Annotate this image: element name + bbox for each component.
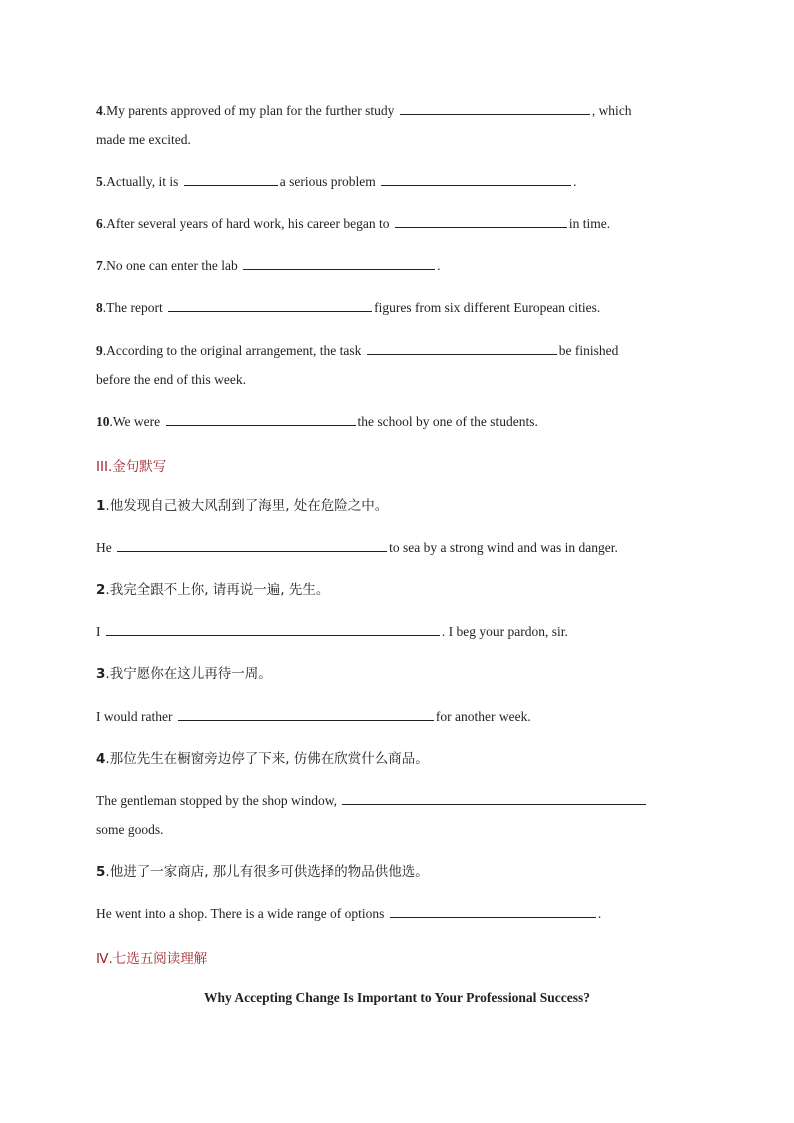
sentence-4-continuation: some goods. (96, 822, 164, 837)
section-heading-iii: III.金句默写 (96, 459, 167, 475)
sentence-1-chinese (96, 497, 696, 515)
answer-blank[interactable] (166, 413, 356, 426)
sentence-number: 5 (96, 864, 106, 880)
sentence-text: I (96, 624, 101, 639)
sentence-4-chinese (96, 750, 696, 768)
chinese-prompt: .他进了一家商店, 那儿有很多可供选择的物品供他选。 (105, 864, 429, 880)
question-number: 10 (96, 414, 110, 429)
question-5 (96, 173, 696, 191)
chinese-prompt: .那位先生在橱窗旁边停了下来, 仿佛在欣赏什么商品。 (105, 751, 429, 767)
question-number: 6 (96, 216, 103, 231)
answer-blank[interactable] (367, 342, 557, 355)
question-number: 4 (96, 103, 103, 118)
answer-blank[interactable] (381, 173, 571, 186)
question-text: .My parents approved of my plan for the further study (102, 103, 395, 118)
question-text: .The report (102, 300, 163, 315)
chinese-prompt: .我宁愿你在这儿再待一周。 (105, 666, 272, 682)
sentence-text-after: . I beg your pardon, sir. (441, 624, 568, 639)
sentence-3-chinese (96, 665, 696, 683)
question-9 (96, 342, 696, 360)
question-7 (96, 257, 696, 275)
sentence-2-chinese (96, 581, 696, 599)
question-text: .According to the original arrangement, the task (102, 343, 362, 358)
sentence-4-english (96, 792, 696, 810)
answer-blank[interactable] (400, 102, 590, 115)
question-text-after: . (573, 174, 577, 189)
question-text-after: figures from six different European cities. (374, 300, 601, 315)
question-number: 5 (96, 174, 103, 189)
answer-blank[interactable] (168, 299, 372, 312)
question-text-mid: a serious problem (279, 174, 376, 189)
answer-blank[interactable] (117, 539, 387, 552)
passage-title: Why Accepting Change Is Important to Your Professional Success? (203, 990, 590, 1005)
question-9-continuation: before the end of this week. (96, 372, 246, 387)
question-text: .No one can enter the lab (102, 258, 238, 273)
question-number: 8 (96, 300, 103, 315)
sentence-5-chinese (96, 863, 696, 881)
sentence-number: 4 (96, 751, 106, 767)
sentence-text: I would rather (96, 709, 173, 724)
sentence-number: 3 (96, 666, 106, 682)
question-text-after: in time. (568, 216, 611, 231)
sentence-3-english (96, 708, 696, 726)
question-number: 9 (96, 343, 103, 358)
answer-blank[interactable] (395, 215, 567, 228)
question-number: 7 (96, 258, 103, 273)
sentence-text: He went into a shop. There is a wide range of options (96, 906, 385, 921)
sentence-text: The gentleman stopped by the shop window, (96, 793, 337, 808)
sentence-text-after: to sea by a strong wind and was in danger. (389, 540, 618, 555)
section-heading-iv: Ⅳ.七选五阅读理解 (96, 951, 208, 967)
question-text-after: be finished (558, 343, 619, 358)
answer-blank[interactable] (178, 708, 434, 721)
question-text: .We were (109, 414, 161, 429)
answer-blank[interactable] (390, 905, 596, 918)
sentence-text-after: . (597, 906, 602, 921)
sentence-number: 2 (96, 582, 106, 598)
sentence-text: He (96, 540, 112, 555)
answer-blank[interactable] (243, 257, 435, 270)
question-6 (96, 215, 696, 233)
sentence-5-english (96, 905, 696, 923)
question-8 (96, 299, 696, 317)
chinese-prompt: .他发现自己被大风刮到了海里, 处在危险之中。 (105, 498, 389, 514)
answer-blank[interactable] (342, 792, 646, 805)
sentence-text-after: for another week. (435, 709, 531, 724)
question-4-continuation: made me excited. (96, 132, 191, 147)
sentence-number: 1 (96, 498, 106, 514)
question-text: .Actually, it is (102, 174, 179, 189)
sentence-1-english (96, 539, 696, 557)
answer-blank[interactable] (106, 623, 440, 636)
sentence-2-english (96, 623, 696, 641)
question-text-after: , which (591, 103, 632, 118)
answer-blank[interactable] (184, 173, 278, 186)
question-text: .After several years of hard work, his career began to (102, 216, 390, 231)
question-text-after: the school by one of the students. (357, 414, 538, 429)
question-4 (96, 102, 696, 120)
question-text-after: . (437, 258, 441, 273)
chinese-prompt: .我完全跟不上你, 请再说一遍, 先生。 (105, 582, 330, 598)
question-10 (96, 413, 696, 431)
